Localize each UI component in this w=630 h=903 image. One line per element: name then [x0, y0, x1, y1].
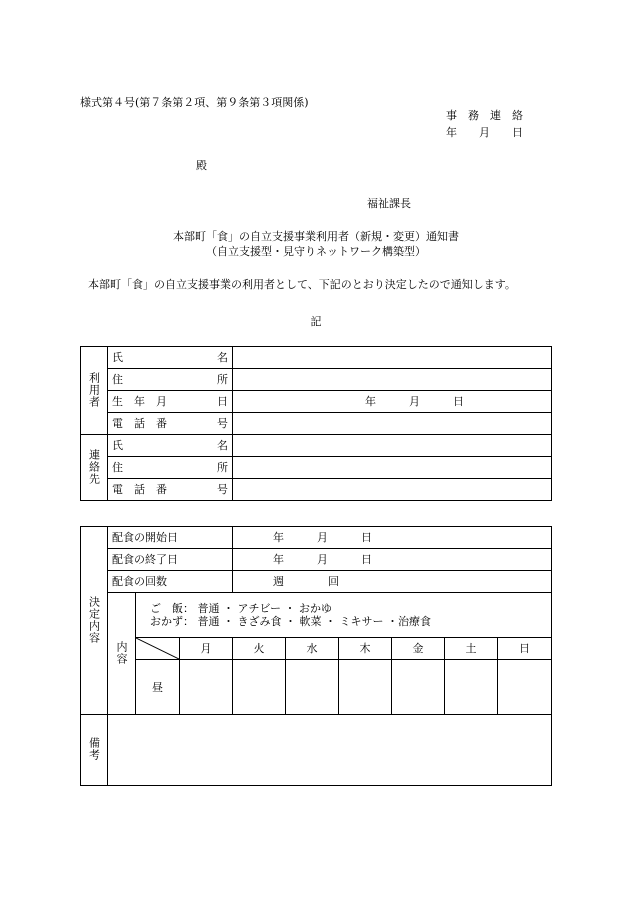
content-label: 内容	[108, 593, 136, 715]
user-contact-table	[80, 346, 552, 501]
sender: 福祉課長	[367, 197, 411, 210]
lunch-mon[interactable]	[180, 660, 233, 715]
contact-address-value[interactable]	[233, 457, 552, 479]
intro-text: 本部町「食」の自立支援事業の利用者として、下記のとおり決定したので通知します。	[88, 278, 516, 291]
start-date-label: 配食の開始日	[108, 527, 233, 549]
remarks-label: 備考	[81, 715, 108, 786]
day-sat: 土	[445, 638, 498, 660]
lunch-label: 昼	[136, 660, 180, 715]
rice-options: ご 飯： 普通 ・ アチビー ・ おかゆ	[150, 602, 333, 615]
contact-phone-label: 電 話 番 号	[108, 479, 233, 501]
lunch-tue[interactable]	[233, 660, 286, 715]
contact-phone-value[interactable]	[233, 479, 552, 501]
diagonal-header-cell	[136, 638, 180, 660]
day-sun: 日	[498, 638, 552, 660]
lunch-thu[interactable]	[339, 660, 392, 715]
end-date-value[interactable]: 年 月 日	[233, 549, 552, 571]
user-name-label: 氏 名	[108, 347, 233, 369]
user-birthdate-label: 生 年 月 日	[108, 391, 233, 413]
count-label: 配食の回数	[108, 571, 233, 593]
addressee-suffix: 殿	[196, 159, 207, 172]
contact-name-label: 氏 名	[108, 435, 233, 457]
user-phone-label: 電 話 番 号	[108, 413, 233, 435]
start-date-value[interactable]: 年 月 日	[233, 527, 552, 549]
lunch-fri[interactable]	[392, 660, 445, 715]
decision-section-label: 決定内容	[81, 527, 108, 715]
ki-label: 記	[310, 315, 322, 328]
contact-section-label: 連絡先	[81, 435, 108, 501]
date-line: 年 月 日	[446, 126, 523, 139]
end-date-label: 配食の終了日	[108, 549, 233, 571]
day-fri: 金	[392, 638, 445, 660]
title-line-1: 本部町「食」の自立支援事業利用者（新規・変更）通知書	[173, 230, 459, 243]
day-tue: 火	[233, 638, 286, 660]
menu-options	[136, 593, 552, 638]
user-address-label: 住 所	[108, 369, 233, 391]
side-dish-options: おかず： 普通 ・ きざみ食 ・ 軟菜 ・ ミキサー ・治療食	[150, 615, 431, 628]
user-phone-value[interactable]	[233, 413, 552, 435]
day-mon: 月	[180, 638, 233, 660]
remarks-value[interactable]	[108, 715, 552, 786]
lunch-sat[interactable]	[445, 660, 498, 715]
decision-table	[80, 526, 552, 786]
lunch-wed[interactable]	[286, 660, 339, 715]
reference-label: 事 務 連 絡	[446, 109, 523, 122]
user-birthdate-value[interactable]: 年 月 日	[233, 391, 552, 413]
title-line-2: （自立支援型・見守りネットワーク構築型）	[206, 245, 426, 258]
day-thu: 木	[339, 638, 392, 660]
user-section-label: 利用者	[81, 347, 108, 435]
contact-address-label: 住 所	[108, 457, 233, 479]
user-name-value[interactable]	[233, 347, 552, 369]
lunch-sun[interactable]	[498, 660, 552, 715]
contact-name-value[interactable]	[233, 435, 552, 457]
day-wed: 水	[286, 638, 339, 660]
user-address-value[interactable]	[233, 369, 552, 391]
form-reference: 様式第４号(第７条第２項、第９条第３項関係)	[80, 96, 309, 109]
diagonal-line	[136, 638, 179, 659]
count-value[interactable]: 週 回	[233, 571, 552, 593]
